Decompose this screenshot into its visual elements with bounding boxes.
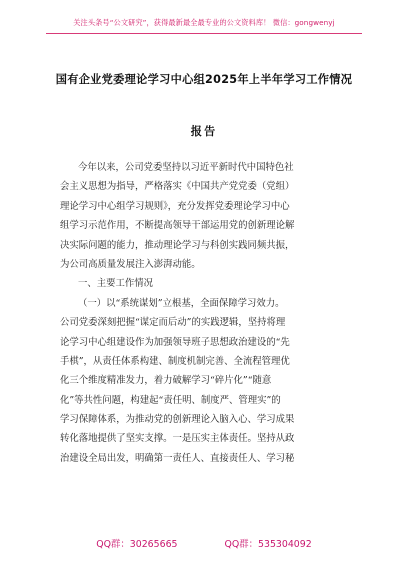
section-heading: 一、主要工作情况 bbox=[78, 278, 154, 290]
document-subtitle: 报告 bbox=[190, 125, 218, 138]
body-line: 今年以来，公司党委坚持以习近平新时代中国特色社 bbox=[78, 162, 294, 173]
document-title: 国有企业党委理论学习中心组2025年上半年学习工作情况 bbox=[55, 73, 353, 86]
footer-qq-group-1: QQ群：30265665 bbox=[96, 539, 178, 550]
body-line: 理论学习中心组学习规则》，充分发挥党委理论学习中心 bbox=[60, 200, 290, 212]
body-line: 化三个维度精准发力，着力破解学习“碎片化”“随意 bbox=[60, 375, 272, 387]
body-line: 论学习中心组建设作为加强领导班子思想政治建设的“先 bbox=[60, 336, 290, 348]
body-line: 手棋”，从责任体系构建、制度机制完善、全流程管理优 bbox=[60, 355, 290, 367]
body-line: 组学习示范作用，不断提高领导干部运用党的创新理论解 bbox=[60, 220, 295, 232]
footer-qq-group-2: QQ群：535304092 bbox=[224, 539, 312, 550]
body-line: 会主义思想为指导，严格落实《中国共产党党委（党组） bbox=[60, 181, 295, 193]
header-banner: 关注头条号“公文研究”，获得最新最全最专业的公文资料库！ 微信：gongwenyj bbox=[73, 18, 335, 27]
body-line: 治建设全局出发，明确第一责任人、直接责任人、学习秘 bbox=[60, 452, 295, 464]
body-line: 转化落地提供了坚实支撑。一是压实主体责任。坚持从政 bbox=[60, 433, 295, 445]
body-line: 学习保障体系，为推动党的创新理论入脑入心、学习成果 bbox=[60, 414, 295, 426]
footer-contacts bbox=[0, 536, 408, 550]
body-line: 公司党委深刻把握“谋定而后动”的实践逻辑，坚持将理 bbox=[60, 317, 286, 329]
document-body bbox=[60, 158, 350, 468]
body-line: 为公司高质量发展注入澎湃动能。 bbox=[60, 258, 201, 270]
subsection-heading: （一）以“系统谋划”立根基，全面保障学习效力。 bbox=[78, 297, 285, 309]
body-line: 决实际问题的能力，推动理论学习与科创实践同频共振， bbox=[60, 239, 295, 251]
header-divider bbox=[46, 33, 362, 34]
body-line: 化”等共性问题，构建起“责任明、制度严、管理实”的 bbox=[60, 394, 281, 406]
